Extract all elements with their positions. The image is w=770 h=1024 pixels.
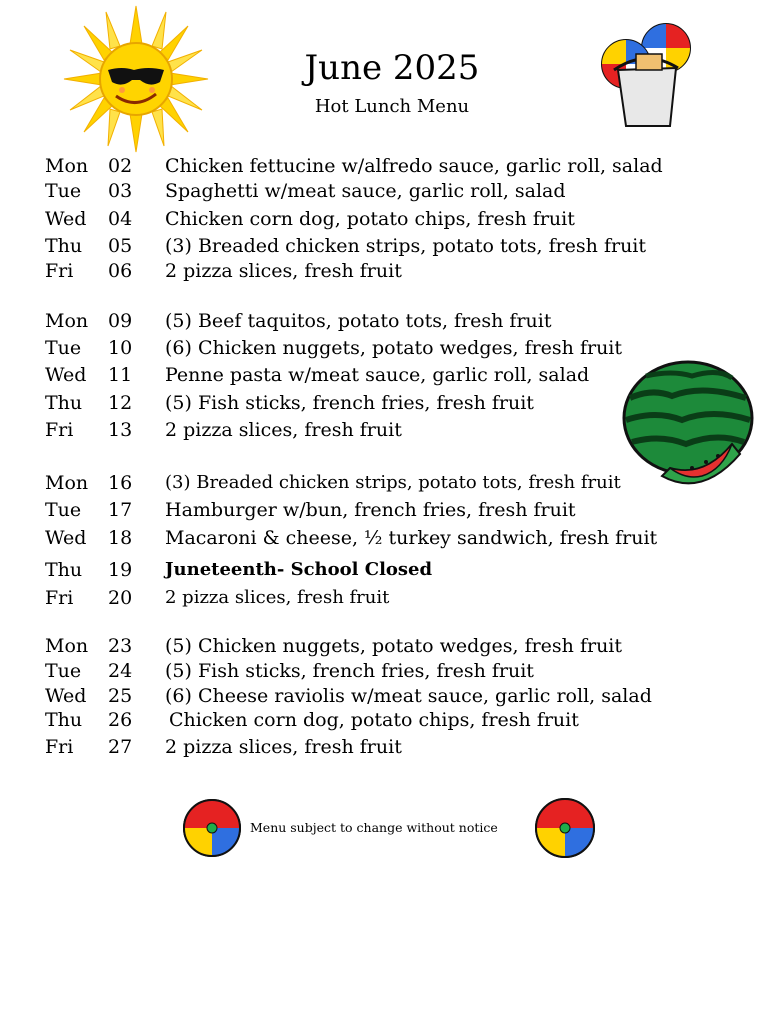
page-subtitle: Hot Lunch Menu (314, 96, 470, 117)
menu-day: Thu (45, 392, 83, 414)
menu-meal: (3) Breaded chicken strips, potato tots, fresh fruit (165, 472, 621, 493)
menu-row (0, 683, 770, 709)
menu-meal: (6) Chicken nuggets, potato wedges, fresh fruit (165, 337, 623, 359)
menu-day: Fri (45, 587, 74, 609)
menu-meal: (5) Fish sticks, french fries, fresh fruit (165, 660, 534, 682)
footer-note: Menu subject to change without notice (250, 820, 498, 835)
menu-day: Tue (45, 499, 82, 521)
menu-row (0, 390, 770, 416)
menu-meal: 2 pizza slices, fresh fruit (165, 736, 402, 758)
page-title: June 2025 (304, 48, 480, 88)
menu-date: 13 (108, 419, 133, 441)
menu-date: 19 (108, 559, 133, 581)
menu-meal: (6) Cheese raviolis w/meat sauce, garlic roll, salad (165, 685, 652, 707)
menu-row (0, 335, 770, 361)
menu-date: 18 (108, 527, 133, 549)
menu-meal: 2 pizza slices, fresh fruit (165, 587, 390, 608)
beach-balls-bucket-icon (596, 18, 696, 130)
menu-day: Tue (45, 660, 82, 682)
menu-meal: (3) Breaded chicken strips, potato tots, fresh fruit (165, 235, 647, 257)
menu-day: Fri (45, 260, 74, 282)
menu-row (0, 585, 770, 611)
menu-day: Mon (45, 472, 89, 494)
menu-row (0, 707, 770, 733)
menu-meal: (5) Beef taquitos, potato tots, fresh fruit (165, 310, 552, 332)
menu-row (0, 658, 770, 684)
menu-day: Thu (45, 559, 83, 581)
menu-row (0, 470, 770, 496)
menu-row (0, 497, 770, 523)
menu-date: 27 (108, 736, 133, 758)
beach-ball-icon (182, 798, 242, 858)
menu-meal: 2 pizza slices, fresh fruit (165, 260, 402, 282)
menu-row (0, 153, 770, 179)
menu-date: 16 (108, 472, 133, 494)
menu-meal: Hamburger w/bun, french fries, fresh fruit (165, 499, 576, 521)
menu-meal: Chicken corn dog, potato chips, fresh fruit (169, 709, 579, 731)
menu-day: Thu (45, 709, 83, 731)
menu-date: 06 (108, 260, 133, 282)
menu-row (0, 206, 770, 232)
menu-date: 26 (108, 709, 133, 731)
menu-row-closed (0, 557, 770, 583)
menu-date: 12 (108, 392, 133, 414)
menu-row (0, 233, 770, 259)
menu-day: Fri (45, 736, 74, 758)
menu-row (0, 362, 770, 388)
menu-meal: Chicken corn dog, potato chips, fresh fruit (165, 208, 575, 230)
menu-day: Fri (45, 419, 74, 441)
menu-date: 25 (108, 685, 133, 707)
menu-date: 03 (108, 180, 133, 202)
menu-day: Tue (45, 180, 82, 202)
menu-date: 05 (108, 235, 133, 257)
menu-date: 20 (108, 587, 133, 609)
menu-day: Mon (45, 635, 89, 657)
menu-meal: Chicken fettucine w/alfredo sauce, garlic roll, salad (165, 155, 663, 177)
menu-day: Wed (45, 364, 87, 386)
menu-day: Thu (45, 235, 83, 257)
menu-row (0, 525, 770, 551)
menu-date: 17 (108, 499, 133, 521)
menu-row (0, 308, 770, 334)
menu-row (0, 178, 770, 204)
menu-row (0, 734, 770, 760)
menu-meal: Juneteenth- School Closed (165, 559, 433, 580)
menu-row (0, 417, 770, 443)
menu-date: 09 (108, 310, 133, 332)
menu-date: 02 (108, 155, 133, 177)
menu-meal: Penne pasta w/meat sauce, garlic roll, salad (165, 364, 590, 386)
menu-day: Tue (45, 337, 82, 359)
menu-date: 11 (108, 364, 133, 386)
beach-ball-icon (534, 797, 596, 859)
menu-day: Mon (45, 310, 89, 332)
menu-date: 10 (108, 337, 133, 359)
menu-meal: (5) Fish sticks, french fries, fresh fruit (165, 392, 534, 414)
menu-meal: Spaghetti w/meat sauce, garlic roll, salad (165, 180, 566, 202)
menu-meal: (5) Chicken nuggets, potato wedges, fresh fruit (165, 635, 623, 657)
menu-meal: 2 pizza slices, fresh fruit (165, 419, 402, 441)
menu-date: 24 (108, 660, 133, 682)
menu-day: Mon (45, 155, 89, 177)
menu-row (0, 258, 770, 284)
menu-meal: Macaroni & cheese, ½ turkey sandwich, fresh fruit (165, 527, 658, 549)
menu-date: 23 (108, 635, 133, 657)
menu-day: Wed (45, 208, 87, 230)
menu-row (0, 633, 770, 659)
menu-date: 04 (108, 208, 133, 230)
menu-day: Wed (45, 685, 87, 707)
menu-day: Wed (45, 527, 87, 549)
